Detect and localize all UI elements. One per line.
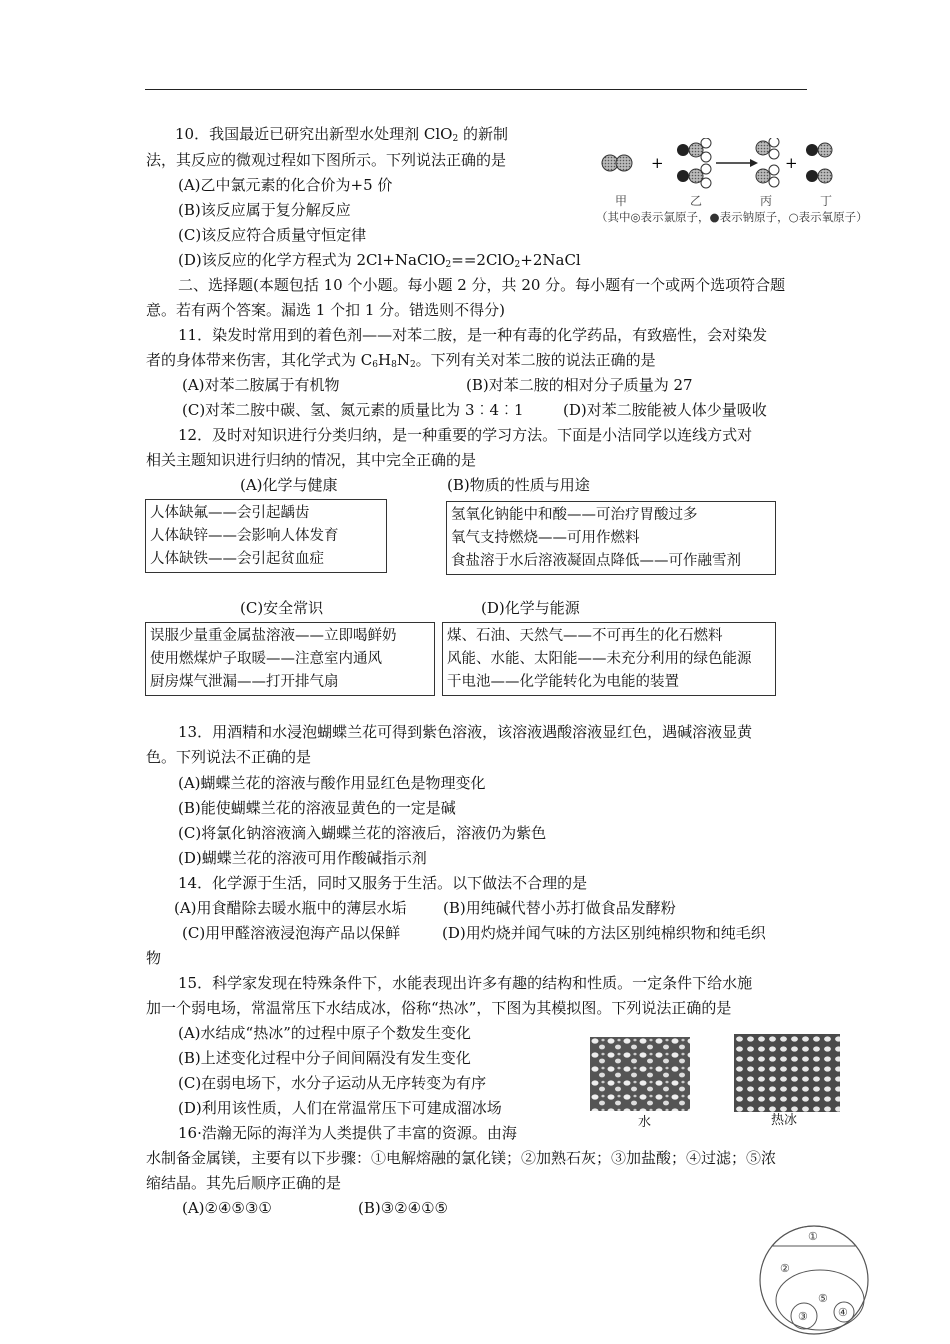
q12-d-item: 干电池——化学能转化为电能的装置 — [447, 674, 679, 690]
q11-line2: 者的身体带来伤害，其化学式为 $C_6H_8N_2$。下列有关对苯二胺的说法正确的是 — [146, 351, 656, 370]
q12-c-box — [145, 622, 435, 696]
q15-line1: 15．科学家发现在特殊条件下，水能表现出许多有趣的结构和性质。一定条件下给水施 — [178, 974, 753, 992]
q12-line2: 相关主题知识进行归纳的情况，其中完全正确的是 — [146, 451, 477, 469]
q12-b-item: 氧气支持燃烧——可用作燃料 — [451, 530, 640, 546]
q12-b-item: 氢氧化钠能中和酸——可治疗胃酸过多 — [451, 507, 698, 523]
label-jia: 甲 — [615, 194, 628, 208]
q11-line1: 11．染发时常用到的着色剂——对苯二胺，是一种有毒的化学药品，有致癌性，会对染发 — [178, 326, 768, 344]
arrow-head-icon — [750, 159, 758, 167]
set-circle-diagram — [758, 1218, 870, 1340]
label-yi: 乙 — [690, 194, 703, 208]
q12-a-item: 人体缺锌——会影响人体发育 — [150, 528, 339, 544]
q11-option-a: (A)对苯二胺属于有机物 — [182, 376, 340, 394]
hot-ice-image — [734, 1034, 840, 1112]
q13-option-a: (A)蝴蝶兰花的溶液与酸作用显红色是物理变化 — [178, 774, 486, 792]
q12-d-title: (D)化学与能源 — [481, 599, 580, 617]
q15-option-a: (A)水结成“热冰”的过程中原子个数发生变化 — [178, 1024, 471, 1042]
q14-line1: 14．化学源于生活，同时又服务于生活。以下做法不合理的是 — [178, 874, 588, 892]
q12-c-item: 误服少量重金属盐溶液——立即喝鲜奶 — [150, 628, 397, 644]
q16-option-a: (A)②④⑤③① — [182, 1199, 272, 1217]
q15-option-b: (B)上述变化过程中分子间间隔没有发生变化 — [178, 1049, 471, 1067]
q16-line3: 缩结晶。其先后顺序正确的是 — [146, 1174, 342, 1192]
q13-option-b: (B)能使蝴蝶兰花的溶液显黄色的一定是碱 — [178, 799, 456, 817]
diagram-legend: （其中◎表示氯原子，●表示钠原子，○表示氧原子） — [596, 210, 868, 224]
q16-line1: 16·浩瀚无际的海洋为人类提供了丰富的资源。由海 — [178, 1124, 517, 1142]
q10-option-d: (D)该反应的化学方程式为 2Cl+NaClO$_2$==2ClO$_2$+2NaCl — [178, 251, 581, 270]
q12-a-item: 人体缺氟——会引起龋齿 — [150, 505, 310, 521]
q13-line2: 色。下列说法不正确的是 — [146, 748, 312, 766]
q10-stem-line2: 法，其反应的微观过程如下图所示。下列说法正确的是 — [146, 151, 507, 169]
q11-option-d: (D)对苯二胺能被人体少量吸收 — [563, 401, 767, 419]
q14-option-c: (C)用甲醛溶液浸泡海产品以保鲜 — [182, 924, 401, 942]
plus-sign-1: + — [651, 154, 664, 172]
section2-line2: 意。若有两个答案。漏选 1 个扣 1 分。错选则不得分) — [146, 301, 506, 319]
q16-option-b: (B)③②④①⑤ — [358, 1199, 448, 1217]
circle-label-5: ⑤ — [818, 1292, 828, 1305]
q12-d-item: 煤、石油、天然气——不可再生的化石燃料 — [447, 628, 723, 644]
q11-option-c: (C)对苯二胺中碳、氢、氮元素的质量比为 3︰4︰1 — [182, 401, 524, 419]
q16-line2: 水制备金属镁，主要有以下步骤：①电解熔融的氯化镁；②加熟石灰；③加盐酸；④过滤；⑤浓 — [146, 1149, 777, 1167]
q12-d-box — [442, 622, 776, 696]
label-bing: 丙 — [760, 194, 773, 208]
q13-option-c: (C)将氯化钠溶液滴入蝴蝶兰花的溶液后，溶液仍为紫色 — [178, 824, 547, 842]
molecule-jia — [602, 155, 632, 171]
header-rule — [145, 89, 807, 90]
q12-b-item: 食盐溶于水后溶液凝固点降低——可作融雪剂 — [451, 553, 741, 569]
label-ding: 丁 — [820, 194, 833, 208]
q11-option-b: (B)对苯二胺的相对分子质量为 27 — [466, 376, 693, 394]
q13-option-d: (D)蝴蝶兰花的溶液可用作酸碱指示剂 — [178, 849, 427, 867]
hot-ice-label: 热冰 — [771, 1113, 798, 1128]
q14-option-a: (A)用食醋除去暖水瓶中的薄层水垢 — [174, 899, 407, 917]
water-label: 水 — [638, 1115, 652, 1130]
q12-a-item: 人体缺铁——会引起贫血症 — [150, 551, 324, 567]
q12-a-title: (A)化学与健康 — [240, 476, 338, 494]
q15-line2: 加一个弱电场，常温常压下水结成冰，俗称“热冰”，下图为其模拟图。下列说法正确的是 — [146, 999, 732, 1017]
water-molecules-image — [590, 1037, 690, 1111]
molecule-yi — [677, 138, 711, 188]
q14-option-d: (D)用灼烧并闻气味的方法区别纯棉织物和纯毛织 — [442, 924, 766, 942]
q15-option-c: (C)在弱电场下，水分子运动从无序转变为有序 — [178, 1074, 487, 1092]
circle-label-3: ③ — [798, 1310, 808, 1323]
circle-label-1: ① — [808, 1230, 818, 1243]
q12-a-box — [145, 499, 387, 573]
section2-line1: 二、选择题(本题包括 10 个小题。每小题 2 分，共 20 分。每小题有一个或两个选项符合题 — [178, 276, 786, 294]
q10-stem-line1: 10．我国最近已研究出新型水处理剂 ClO$_2$ 的新制 — [175, 125, 508, 144]
q12-b-title: (B)物质的性质与用途 — [447, 476, 590, 494]
circle-label-2: ② — [780, 1262, 790, 1275]
q12-b-box — [446, 501, 776, 575]
plus-sign-2: + — [785, 154, 798, 172]
q10-option-b: (B)该反应属于复分解反应 — [178, 201, 351, 219]
q12-line1: 12．及时对知识进行分类归纳，是一种重要的学习方法。下面是小洁同学以连线方式对 — [178, 426, 753, 444]
molecule-bing — [756, 138, 779, 187]
q10-option-c: (C)该反应符合质量守恒定律 — [178, 226, 367, 244]
q12-d-item: 风能、水能、太阳能——未充分利用的绿色能源 — [447, 651, 752, 667]
q10-option-a: (A)乙中氯元素的化合价为+5 价 — [178, 176, 393, 194]
q14-option-d-cont: 物 — [146, 949, 162, 967]
circle-label-4: ④ — [838, 1306, 848, 1319]
q14-option-b: (B)用纯碱代替小苏打做食品发酵粉 — [443, 899, 676, 917]
q12-c-item: 厨房煤气泄漏——打开排气扇 — [150, 674, 339, 690]
q15-option-d: (D)利用该性质，人们在常温常压下可建成溜冰场 — [178, 1099, 502, 1117]
molecule-ding — [806, 143, 832, 183]
q12-c-title: (C)安全常识 — [240, 599, 324, 617]
q12-c-item: 使用燃煤炉子取暖——注意室内通风 — [150, 651, 382, 667]
q13-line1: 13．用酒精和水浸泡蝴蝶兰花可得到紫色溶液，该溶液遇酸溶液显红色，遇碱溶液显黄 — [178, 723, 753, 741]
